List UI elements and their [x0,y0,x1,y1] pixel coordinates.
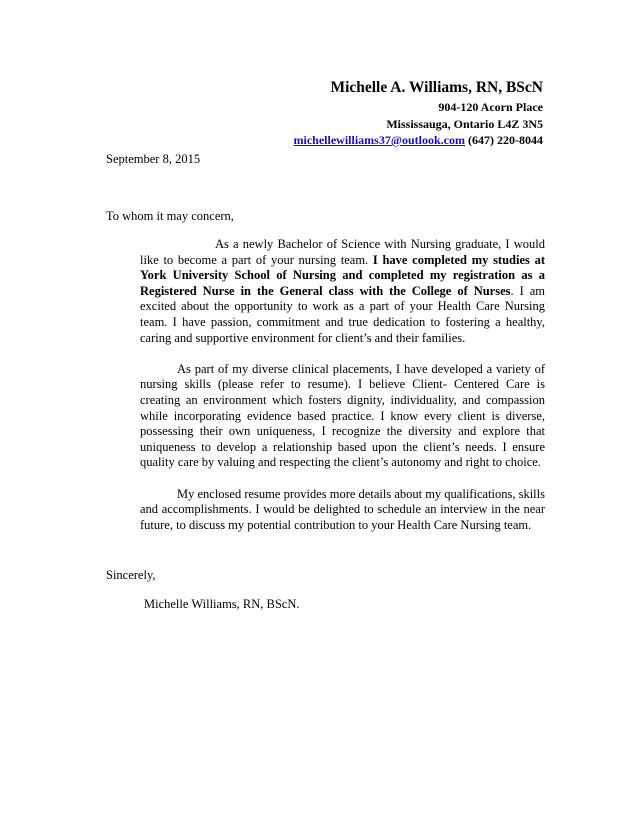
sender-email-link[interactable]: michellewilliams37@outlook.com [293,133,465,147]
paragraph-1-bold: I have completed my studies at York University School of Nursing and completed my registration as a Registered Nurse in the General class with the College of Nurses [140,252,546,298]
sender-address-line1: 904-120 Acorn Place [438,100,543,114]
paragraph-1-rest: . I am excited about the opportunity to work as a part of your Health Care Nursing team. I have passion, commitment and true dedication to fostering a healthy, caring and supportive environment for client’s and their families. [140,283,546,345]
sender-phone: (647) 220-8044 [468,133,543,147]
letter-body [140,237,545,549]
signature: Michelle Williams, RN, BScN. [144,597,300,611]
paragraph-2: As part of my diverse clinical placements, I have developed a variety of nursing skills (please refer to resume). I believe Client- Centered Care is creating an environment which fosters dignity, individuality, and compassion while incorporating evidence based practice. I know every client is diverse, possessing their own uniqueness, I recognize the diversity and explore that uniqueness to develop a relationship based upon the client’s needs. I ensure quality care by valuing and respecting the client’s autonomy and right to choice. [140,361,545,470]
paragraph-3: My enclosed resume provides more details about my qualifications, skills and accomplishments. I would be delighted to schedule an interview in the near future, to discuss my potential contribution to your Health Care Nursing team. [140,486,545,532]
paragraph-1 [140,237,545,346]
salutation: To whom it may concern, [106,209,234,223]
closing: Sincerely, [106,568,156,582]
sender-contact-line [123,132,543,149]
paragraph-1-intro: As a newly Bachelor of Science with Nursing graduate, I would like to become a part of your nursing team. [140,237,545,267]
sender-block [123,77,543,149]
sender-name: Michelle A. Williams, RN, BScN [330,79,543,96]
letter-date: September 8, 2015 [106,152,201,166]
sender-address-line2: Mississauga, Ontario L4Z 3N5 [386,116,543,131]
